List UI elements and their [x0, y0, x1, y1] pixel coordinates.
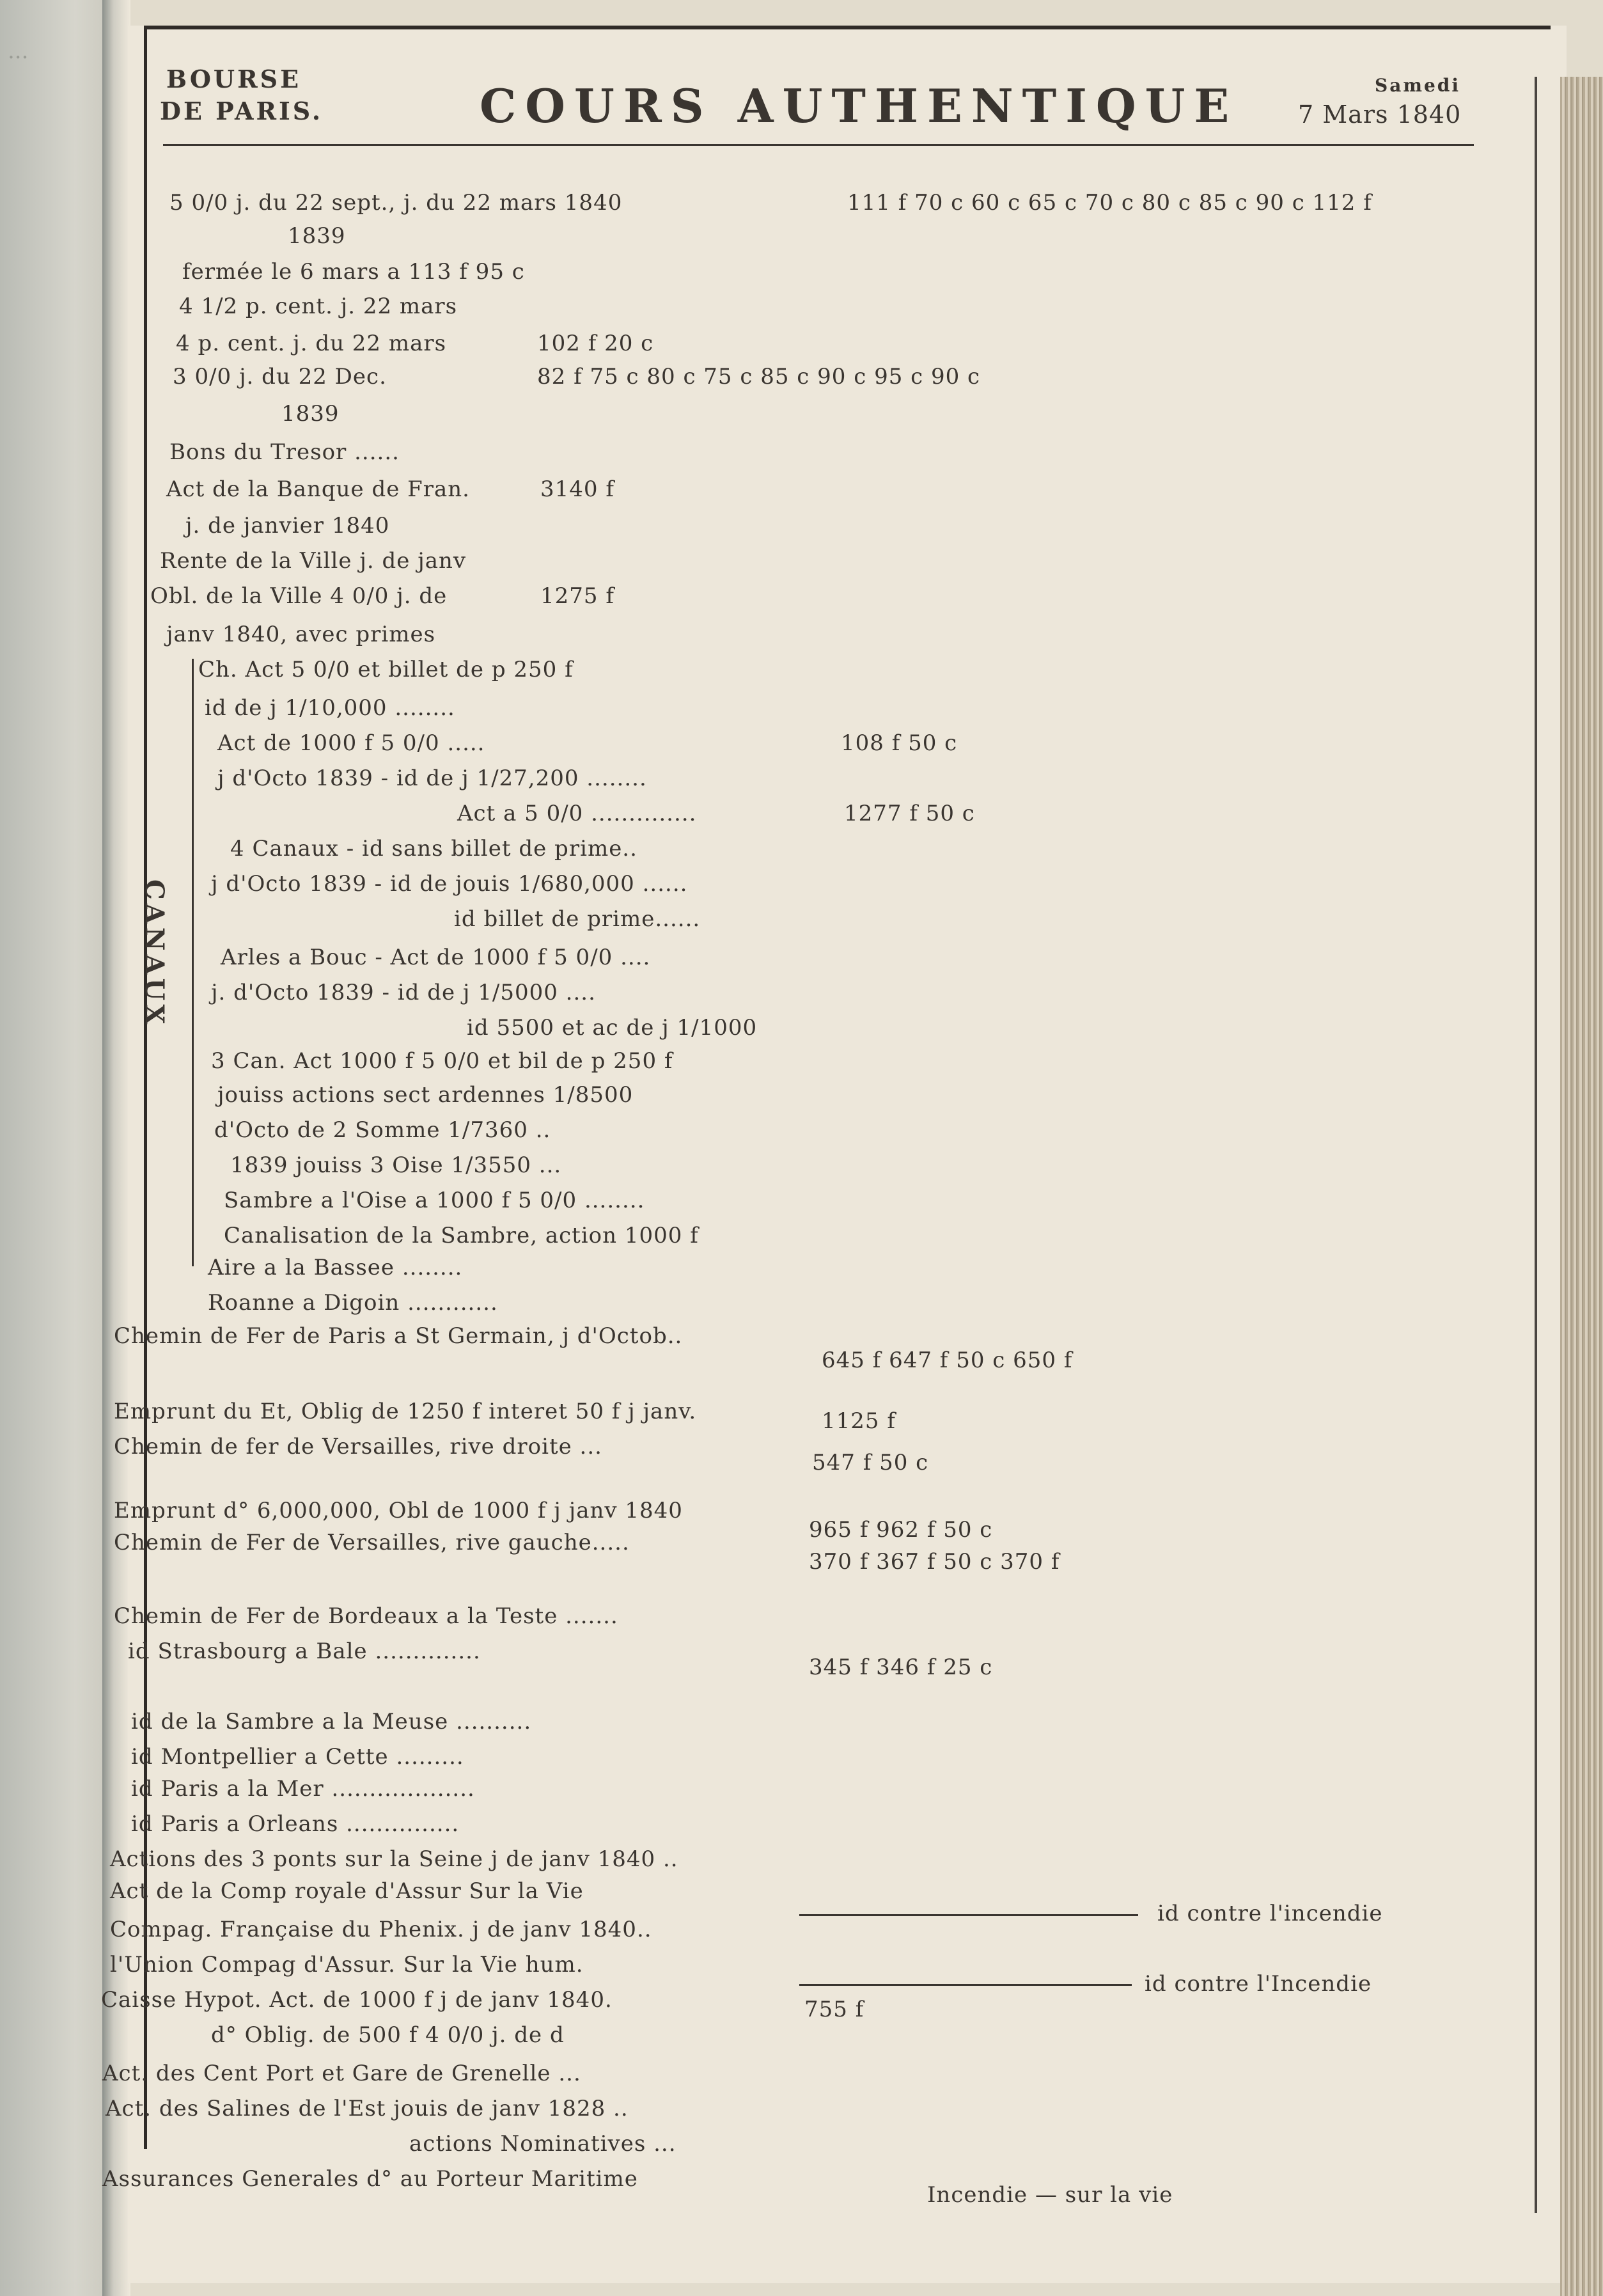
- entry-label: d° Oblig. de 500 f 4 0/0 j. de d: [211, 2022, 565, 2048]
- entry-label: Canalisation de la Sambre, action 1000 f: [224, 1223, 699, 1248]
- blank-rule: [799, 1984, 1132, 1986]
- entry-label: l'Union Compag d'Assur. Sur la Vie hum.: [110, 1952, 584, 1978]
- entry-value: 345 f 346 f 25 c: [809, 1655, 993, 1680]
- entry-label: Sambre a l'Oise a 1000 f 5 0/0 ........: [224, 1188, 645, 1213]
- entry-label: Compag. Française du Phenix. j de janv 1840..: [110, 1917, 652, 1942]
- entry-label: id 5500 et ac de j 1/1000: [467, 1015, 758, 1041]
- left-page-ghost-text: ...: [8, 38, 29, 64]
- entry-label: Act. des Salines de l'Est jouis de janv 1828 ..: [106, 2096, 629, 2121]
- entry-label: 4 1/2 p. cent. j. 22 mars: [179, 294, 458, 319]
- entry-value: 965 f 962 f 50 c: [809, 1517, 993, 1543]
- entry-label: id de la Sambre a la Meuse ..........: [131, 1709, 532, 1734]
- page-title: COURS AUTHENTIQUE: [480, 79, 1239, 133]
- entry-value: 3140 f: [540, 476, 614, 502]
- entry-value: 645 f 647 f 50 c 650 f: [822, 1348, 1073, 1373]
- entry-label: Rente de la Ville j. de janv: [160, 548, 467, 574]
- entry-label: id billet de prime......: [454, 906, 701, 932]
- entry-label: Act de la Comp royale d'Assur Sur la Vie: [110, 1878, 584, 1904]
- entry-value: 1277 f 50 c: [844, 801, 975, 826]
- canaux-bracket: [192, 659, 194, 1266]
- blank-rule: [799, 1914, 1138, 1916]
- right-page-stack: [1560, 77, 1603, 2296]
- entry-label: Obl. de la Ville 4 0/0 j. de: [150, 583, 448, 609]
- entry-label: Actions des 3 ponts sur la Seine j de janv 1840 ..: [110, 1846, 678, 1872]
- entry-label: 1839: [281, 401, 340, 427]
- entry-label: janv 1840, avec primes: [166, 622, 436, 647]
- entry-value: Incendie — sur la vie: [927, 2182, 1173, 2208]
- entry-label: Caisse Hypot. Act. de 1000 f j de janv 1840.: [101, 1987, 613, 2013]
- entry-label: id Strasbourg a Bale ..............: [128, 1639, 481, 1664]
- entry-label: Emprunt d° 6,000,000, Obl de 1000 f j janv 1840: [114, 1498, 683, 1523]
- entry-label: Aire a la Bassee ........: [208, 1255, 463, 1280]
- header-day: Samedi: [1375, 75, 1461, 96]
- entry-label: 4 p. cent. j. du 22 mars: [176, 331, 447, 356]
- entry-label: Act de la Banque de Fran.: [166, 476, 470, 502]
- entry-label: Bons du Tresor ......: [169, 439, 400, 465]
- entry-value: id contre l'incendie: [1157, 1901, 1383, 1926]
- header-rule: [163, 144, 1474, 146]
- header-left-line1: BOURSE: [166, 65, 302, 93]
- entry-label: Assurances Generales d° au Porteur Maritime: [102, 2166, 638, 2192]
- entry-value: 1275 f: [540, 583, 614, 609]
- entry-label: 3 Can. Act 1000 f 5 0/0 et bil de p 250 f: [211, 1048, 673, 1074]
- entry-label: j d'Octo 1839 - id de j 1/27,200 ........: [217, 766, 647, 791]
- entry-label: id de j 1/10,000 ........: [205, 695, 455, 721]
- header-date: 7 Mars 1840: [1298, 100, 1462, 129]
- entry-label: id Montpellier a Cette .........: [131, 1744, 464, 1770]
- entry-label: 5 0/0 j. du 22 sept., j. du 22 mars 1840: [169, 190, 623, 216]
- entry-value: 1125 f: [822, 1408, 896, 1434]
- entry-label: Emprunt du Et, Oblig de 1250 f interet 50 f j janv.: [114, 1399, 697, 1424]
- entry-value: 82 f 75 c 80 c 75 c 85 c 90 c 95 c 90 c: [537, 364, 981, 389]
- entry-label: Act a 5 0/0 ..............: [457, 801, 697, 826]
- entry-label: Chemin de Fer de Bordeaux a la Teste .......: [114, 1603, 618, 1629]
- entry-label: actions Nominatives ...: [409, 2131, 676, 2157]
- entry-label: 1839 jouiss 3 Oise 1/3550 ...: [230, 1152, 562, 1178]
- entry-label: j. de janvier 1840: [185, 513, 390, 539]
- entry-value: 547 f 50 c: [812, 1450, 929, 1475]
- entry-label: 4 Canaux - id sans billet de prime..: [230, 836, 637, 861]
- entry-label: id Paris a la Mer ...................: [131, 1776, 475, 1802]
- entry-label: j. d'Octo 1839 - id de j 1/5000 ....: [211, 980, 596, 1005]
- entry-label: id Paris a Orleans ...............: [131, 1811, 460, 1837]
- entry-value: 108 f 50 c: [841, 730, 958, 756]
- entry-label: Arles a Bouc - Act de 1000 f 5 0/0 ....: [221, 945, 651, 970]
- entry-label: 3 0/0 j. du 22 Dec.: [173, 364, 387, 389]
- entry-label: j d'Octo 1839 - id de jouis 1/680,000 ......: [211, 871, 688, 897]
- entry-label: Roanne a Digoin ............: [208, 1290, 498, 1316]
- section-label-canaux: CANAUX: [139, 879, 169, 1028]
- entry-label: Ch. Act 5 0/0 et billet de p 250 f: [198, 657, 574, 682]
- entry-label: d'Octo de 2 Somme 1/7360 ..: [214, 1117, 551, 1143]
- entry-label: 1839: [288, 223, 346, 249]
- entry-label: fermée le 6 mars a 113 f 95 c: [182, 259, 525, 285]
- entry-value: 111 f 70 c 60 c 65 c 70 c 80 c 85 c 90 c 112 f: [847, 190, 1372, 216]
- entry-label: Act. des Cent Port et Gare de Grenelle ...: [102, 2061, 581, 2086]
- entry-label: Chemin de Fer de Versailles, rive gauche.....: [114, 1530, 630, 1555]
- entry-value: 370 f 367 f 50 c 370 f: [809, 1549, 1060, 1575]
- entry-value: 102 f 20 c: [537, 331, 654, 356]
- entry-value: 755 f: [804, 1997, 864, 2022]
- entry-value: id contre l'Incendie: [1145, 1971, 1372, 1997]
- entry-label: jouiss actions sect ardennes 1/8500: [217, 1082, 634, 1108]
- entry-label: Chemin de Fer de Paris a St Germain, j d'Octob..: [114, 1323, 683, 1349]
- top-border: [144, 26, 1551, 29]
- right-border: [1535, 77, 1537, 2213]
- header-left-line2: DE PARIS.: [160, 97, 324, 125]
- entry-label: Act de 1000 f 5 0/0 .....: [217, 730, 485, 756]
- entry-label: Chemin de fer de Versailles, rive droite ...: [114, 1434, 602, 1459]
